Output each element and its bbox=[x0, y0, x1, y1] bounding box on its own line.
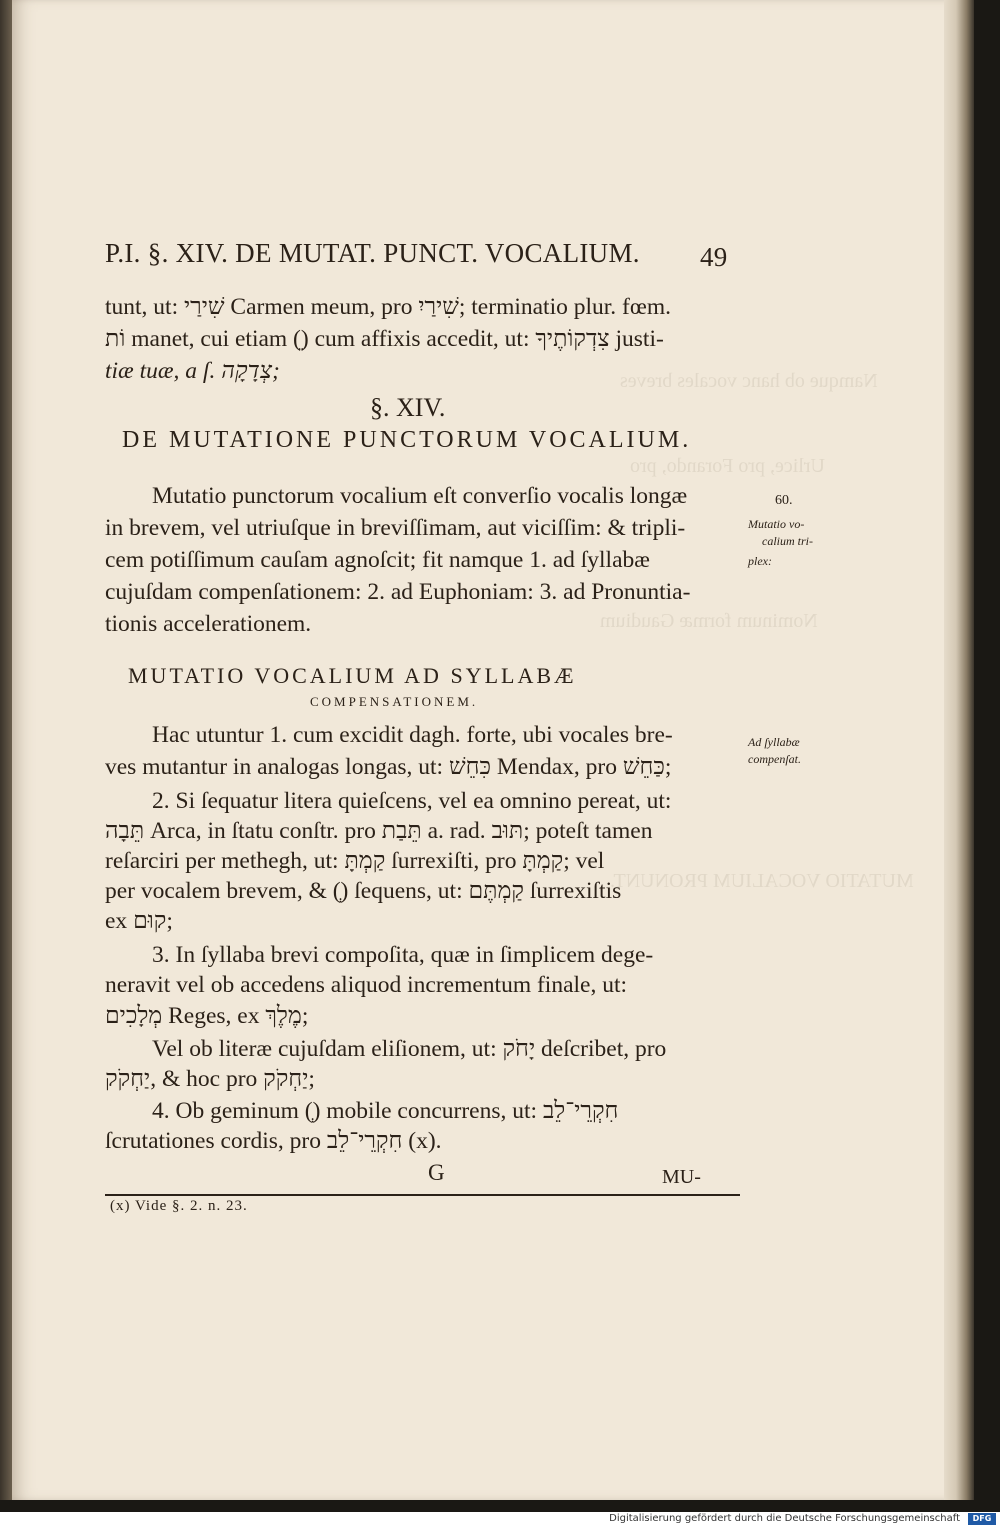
show-through: Urlice, pro Forando, pro bbox=[630, 455, 825, 477]
paragraph-line: תֵּבָה Arca, in ſtatu conſtr. pro תֵּבַת a. rad. תּוּב; poteſt tamen bbox=[105, 818, 653, 844]
paragraph-line: cem potiſſimum cauſam agnoſcit; fit namque 1. ad ſyllabæ bbox=[105, 547, 650, 573]
footer-credit: Digitalisierung gefördert durch die Deutsche Forschungsgemeinschaft bbox=[609, 1513, 960, 1524]
subheading: MUTATIO VOCALIUM AD SYLLABÆ bbox=[128, 663, 577, 688]
paragraph-line: ex קוּם; bbox=[105, 908, 173, 934]
paragraph-line: Vel ob literæ cujuſdam eliſionem, ut: יָחֹק deſcribet, pro bbox=[152, 1036, 667, 1062]
paragraph-line: 2. Si ſequatur litera quieſcens, vel ea omnino pereat, ut: bbox=[152, 788, 672, 814]
footnote: (x) Vide §. 2. n. 23. bbox=[110, 1198, 248, 1214]
paragraph-line: 3. In ſyllaba brevi compoſita, quæ in ſimplicem dege- bbox=[152, 942, 654, 968]
footnote-rule bbox=[105, 1194, 740, 1196]
margin-number: 60. bbox=[775, 493, 793, 508]
signature-mark: G bbox=[428, 1160, 445, 1185]
paragraph-line: cujuſdam compenſationem: 2. ad Euphoniam: 3. ad Pronuntia- bbox=[105, 579, 691, 605]
page-edge bbox=[944, 0, 974, 1500]
paragraph-line: per vocalem brevem, & (ְ) ſequens, ut: קַמְתֶּם ſurrexiſtis bbox=[105, 878, 622, 904]
footer-bar bbox=[0, 1512, 1000, 1526]
text-line: וֹת manet, cui etiam (ֵ) cum affixis accedit, ut: צִדְקוֹתֶיךָ justi- bbox=[105, 326, 664, 352]
paragraph-line: tionis accelerationem. bbox=[105, 611, 312, 637]
book-page bbox=[12, 0, 974, 1500]
margin-note: Ad ſyllabæ bbox=[748, 735, 800, 749]
paragraph-line: ſcrutationes cordis, pro חִקְרֵי־לֵב (x). bbox=[105, 1128, 442, 1154]
paragraph-line: יַחְקֹק, & hoc pro יַחְקֹק; bbox=[105, 1066, 315, 1092]
paragraph-line: reſarciri per methegh, ut: קַמְתָּ ſurrexiſti, pro קַמְתָּ; vel bbox=[105, 848, 605, 874]
catchword: MU- bbox=[662, 1166, 701, 1188]
show-through: MUTATIO VOCALIUM PRONUNT. bbox=[610, 870, 914, 892]
paragraph-line: 4. Ob geminum (ְ) mobile concurrens, ut: חִקְרֵי־לֵב bbox=[152, 1098, 619, 1124]
margin-note: calium tri- bbox=[762, 534, 813, 548]
paragraph-line: neravit vel ob accedens aliquod incrementum finale, ut: bbox=[105, 972, 628, 998]
dfg-logo: DFG bbox=[968, 1513, 996, 1525]
text-line: tiæ tuæ, a ſ. צְדָקָה; bbox=[105, 358, 280, 384]
running-title: P.I. §. XIV. DE MUTAT. PUNCT. VOCALIUM. bbox=[105, 238, 640, 268]
paragraph-line: in brevem, vel utriuſque in breviſſimam, aut viciſſim: & tripli- bbox=[105, 515, 686, 541]
margin-note: compenſat. bbox=[748, 752, 801, 766]
show-through: Namque ob hanc vocales breves bbox=[620, 370, 878, 392]
margin-note: plex: bbox=[748, 554, 772, 568]
paragraph-line: מְלָכִים Reges, ex מֶלֶךְ; bbox=[105, 1003, 309, 1029]
section-number: §. XIV. bbox=[370, 393, 446, 422]
section-title: DE MUTATIONE PUNCTORUM VOCALIUM. bbox=[122, 427, 692, 453]
show-through: Nominum formæ Gaudium bbox=[600, 610, 818, 632]
paragraph-line: Hac utuntur 1. cum excidit dagh. forte, ubi vocales bre- bbox=[152, 722, 673, 748]
text-line: tunt, ut: שִׁירַי Carmen meum, pro שִׁירַיִ; terminatio plur. fœm. bbox=[105, 294, 671, 320]
paragraph-line: Mutatio punctorum vocalium eſt converſio vocalis longæ bbox=[152, 483, 688, 509]
margin-note: Mutatio vo- bbox=[748, 517, 805, 531]
subheading-line2: COMPENSATIONEM. bbox=[310, 694, 479, 709]
paragraph-line: ves mutantur in analogas longas, ut: כִּחֵשׁ Mendax, pro כַּחֵשׁ; bbox=[105, 754, 672, 780]
binding-edge bbox=[0, 0, 12, 1500]
page-number: 49 bbox=[700, 242, 728, 272]
